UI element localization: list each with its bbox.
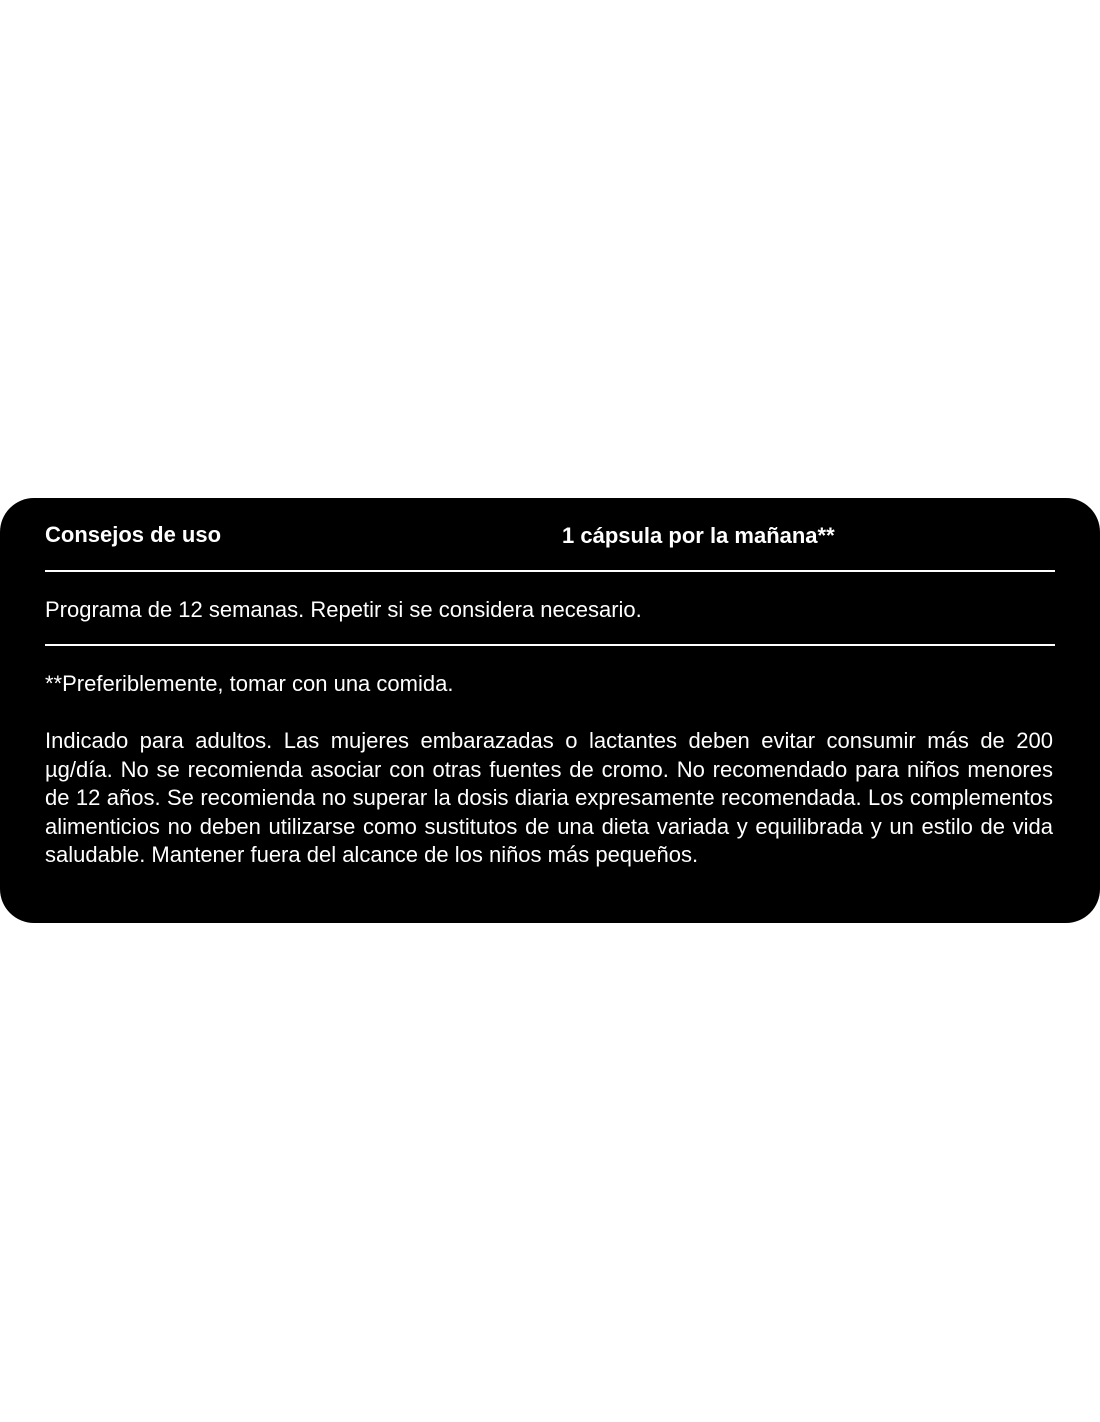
usage-header-row (45, 520, 1055, 554)
footnote-text: **Preferiblemente, tomar con una comida. (45, 671, 454, 696)
divider (45, 644, 1055, 646)
program-duration-text: Programa de 12 semanas. Repetir si se considera necesario. (45, 597, 642, 622)
dosage-value: 1 cápsula por la mañana** (562, 523, 835, 548)
usage-advice-label: Consejos de uso (45, 522, 222, 547)
warning-paragraph: Indicado para adultos. Las mujeres embarazadas o lactantes deben evitar consumir más de 200 µg/día. No se recomienda asociar con otras fuentes de cromo. No recomendado para niños menores de 12 años. Se recomienda no superar la dosis diaria expresamente recomendada. Los complementos alimenticios no deben utilizarse como sustitutos de una dieta variada y equilibrada y un estilo de vida saludable. Mantener fuera del alcance de los niños más pequeños. (45, 728, 1053, 868)
divider (45, 570, 1055, 572)
usage-advice-card (0, 498, 1100, 923)
